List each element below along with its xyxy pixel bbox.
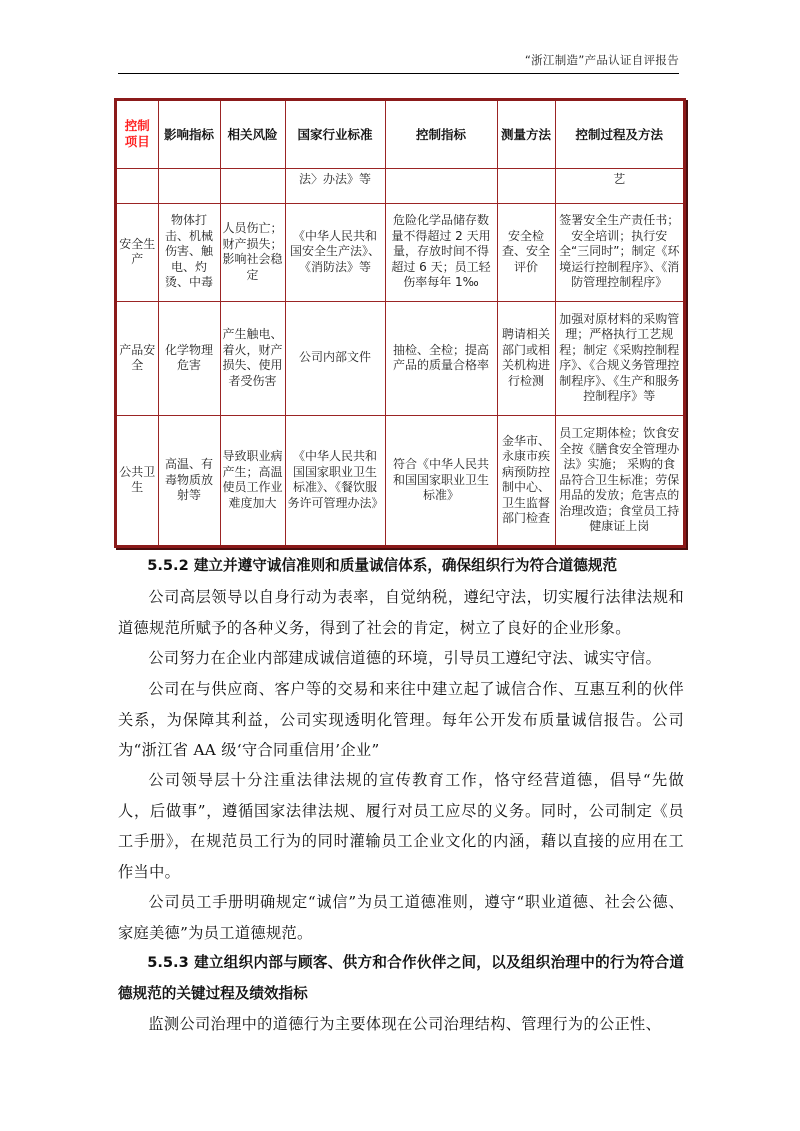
cell-process: 加强对原材料的采购管理；严格执行工艺规程；制定《采购控制程序》、《合规义务管理控制程序》、《生产和服务控制程序》等 [555,301,683,415]
cell-indicator [385,168,497,203]
table-header-row [117,101,683,168]
cell-indicator: 危险化学品储存数量不得超过 2 天用量，存放时间不得超过 6 天；员工轻伤率每年 1‰ [385,203,497,301]
col-header-standard: 国家行业标准 [285,101,385,168]
cell-standard: 法〉办法》等 [285,168,385,203]
page-header-title: “浙江制造”产品认证自评报告 [524,53,679,67]
cell-standard: 《中华人民共和国安全生产法》、《消防法》等 [285,203,385,301]
paragraph: 监测公司治理中的道德行为主要体现在公司治理结构、管理行为的公正性、 [148,1015,662,1033]
cell-risk: 产生触电、着火，财产损失、使用者受伤害 [220,301,285,415]
cell-risk: 导致职业病产生；高温使员工作业难度加大 [220,415,285,545]
col-header-impact: 影响指标 [158,101,220,168]
table-row [117,415,683,545]
section-heading-5-5-2: 5.5.2 建立并遵守诚信准则和质量诚信体系，确保组织行为符合道德规范 [147,557,618,574]
cell-process: 艺 [555,168,683,203]
cell-item [117,168,158,203]
col-header-control-item: 控制项目 [117,101,158,168]
cell-method: 安全检查、安全评价 [497,203,555,301]
cell-risk [220,168,285,203]
col-header-risk: 相关风险 [220,101,285,168]
header-divider [118,73,679,74]
section-heading-5-5-3: 5.5.3 建立组织内部与顾客、供方和合作伙伴之间，以及组织治理中的行为符合道德规范的关键过程及绩效指标 [118,954,684,1002]
table-row [117,203,683,301]
cell-method: 金华市、永康市疾病预防控制中心、卫生监督部门检查 [497,415,555,545]
cell-process: 签署安全生产责任书；安全培训；执行安全“三同时”；制定《环境运行控制程序》、《消防管理控制程序》 [555,203,683,301]
table-row [117,301,683,415]
paragraph: 公司努力在企业内部建成诚信道德的环境，引导员工遵纪守法、诚实守信。 [148,649,662,667]
cell-impact: 化学物理危害 [158,301,220,415]
col-header-process: 控制过程及方法 [555,101,683,168]
cell-process: 员工定期体检；饮食安全按《膳食安全管理办法》实施； 采购的食品符合卫生标准；劳保用品的发放；危害点的治理改造；食堂员工持健康证上岗 [555,415,683,545]
col-header-indicator: 控制指标 [385,101,497,168]
paragraph: 公司高层领导以自身行动为表率，自觉纳税，遵纪守法，切实履行法律法规和道德规范所赋予的各种义务，得到了社会的肯定，树立了良好的企业形象。 [118,588,684,637]
control-table [114,98,686,548]
cell-impact [158,168,220,203]
cell-impact: 高温、有毒物质放射等 [158,415,220,545]
cell-method: 聘请相关部门或相关机构进行检测 [497,301,555,415]
cell-risk: 人员伤亡；财产损失；影响社会稳定 [220,203,285,301]
cell-item: 安全生产 [117,203,158,301]
table-row [117,168,683,203]
cell-method [497,168,555,203]
col-header-method: 测量方法 [497,101,555,168]
cell-item: 产品安全 [117,301,158,415]
cell-standard: 《中华人民共和国国家职业卫生标准》、《餐饮服务许可管理办法》 [285,415,385,545]
paragraph: 公司领导层十分注重法律法规的宣传教育工作，恪守经营道德，倡导“先做人，后做事”，遵循国家法律法规、履行对员工应尽的义务。同时，公司制定《员工手册》，在规范员工行为的同时灌输员工企业文化的内涵，藉以直接的应用在工作当中。 [118,771,684,881]
paragraph: 公司在与供应商、客户等的交易和来往中建立起了诚信合作、互惠互利的伙伴关系，为保障其利益，公司实现透明化管理。每年公开发布质量诚信报告。公司为“浙江省 AA 级‘守合同重信用’企业” [118,680,684,759]
cell-impact: 物体打击、机械伤害、触电、灼烫、中毒 [158,203,220,301]
paragraph: 公司员工手册明确规定“诚信”为员工道德准则，遵守“职业道德、社会公德、家庭美德”为员工道德规范。 [118,893,684,942]
cell-standard: 公司内部文件 [285,301,385,415]
cell-item: 公共卫生 [117,415,158,545]
cell-indicator: 符合《中华人民共和国国家职业卫生标准》 [385,415,497,545]
cell-indicator: 抽检、全检；提高产品的质量合格率 [385,301,497,415]
